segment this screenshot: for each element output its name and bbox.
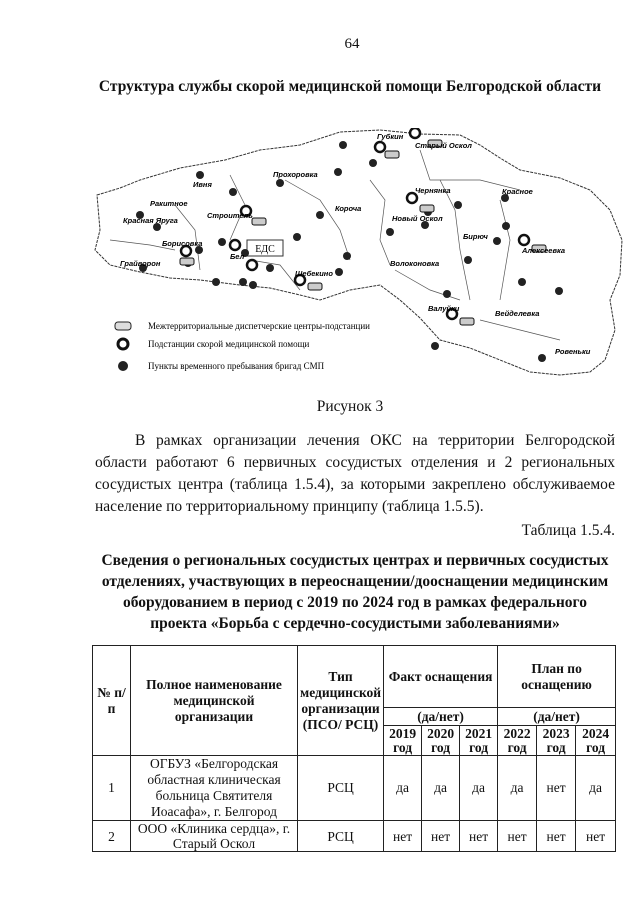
temporary-post-marker — [555, 287, 563, 295]
year-header: 2019 год — [384, 726, 422, 756]
eds-label: ЕДС — [255, 244, 275, 255]
map-label: Прохоровка — [273, 170, 318, 179]
cell-value: нет — [537, 756, 576, 821]
body-paragraph: В рамках организации лечения ОКС на территории Белгородской области работают 6 первичных сосудистых отделения и 2 региональных сосудистых центра (таблица 1.5.4), за которыми закреплено обслуживаемое население по территориальному принципу (таблица 1.5.5). — [95, 432, 615, 515]
map-label: Алексеевка — [522, 246, 566, 255]
map-label: Бел — [230, 252, 245, 261]
dispatch-center-marker — [420, 205, 434, 212]
map-label: Борисовка — [162, 239, 203, 248]
temporary-post-marker — [249, 281, 257, 289]
header-name: Полное наименование медицинской организации — [131, 646, 298, 756]
temporary-post-marker — [443, 290, 451, 298]
vascular-centers-table — [92, 645, 616, 852]
cell-value: нет — [537, 821, 576, 852]
temporary-post-marker — [334, 168, 342, 176]
dispatch-center-marker — [460, 318, 474, 325]
cell-name: ООО «Клиника сердца», г. Старый Оскол — [131, 821, 298, 852]
cell-value: нет — [576, 821, 616, 852]
header-num: № п/п — [93, 646, 131, 756]
page-number: 64 — [344, 36, 360, 52]
header-yn: (да/нет) — [384, 708, 498, 726]
temporary-post-marker — [493, 237, 501, 245]
header-fact: Факт оснащения — [384, 646, 498, 708]
table-row — [93, 756, 616, 821]
year-header: 2021 год — [460, 726, 498, 756]
dispatch-center-marker — [385, 151, 399, 158]
map-label: Короча — [335, 204, 362, 213]
header-type: Тип медицинской организации (ПСО/ РСЦ) — [298, 646, 384, 756]
map-label: Ровеньки — [555, 347, 591, 356]
region-map — [90, 128, 630, 388]
temporary-post-marker — [369, 159, 377, 167]
temporary-post-marker — [464, 256, 472, 264]
cell-value: да — [498, 756, 537, 821]
year-header: 2022 год — [498, 726, 537, 756]
cell-value: да — [422, 756, 460, 821]
map-label: Губкин — [377, 132, 404, 141]
cell-num: 1 — [93, 756, 131, 821]
header-yn: (да/нет) — [498, 708, 616, 726]
header-plan: План по оснащению — [498, 646, 616, 708]
temporary-post-marker — [293, 233, 301, 241]
temporary-post-marker — [196, 171, 204, 179]
map-label: Строитель — [207, 211, 253, 220]
cell-value: да — [576, 756, 616, 821]
map-label: Шебекино — [295, 269, 333, 278]
map-label: Ракитное — [150, 199, 188, 208]
map-label: Старый Оскол — [415, 141, 472, 150]
map-label: Ивня — [193, 180, 212, 189]
year-header: 2020 год — [422, 726, 460, 756]
map-label: Красная Яруга — [123, 216, 178, 225]
map-label: Новый Оскол — [392, 214, 443, 223]
temporary-post-marker — [454, 201, 462, 209]
cell-value: нет — [498, 821, 537, 852]
temporary-post-marker — [339, 141, 347, 149]
map-label: Вейделевка — [495, 309, 540, 318]
temporary-post-marker — [343, 252, 351, 260]
map-label: Грайворон — [120, 259, 161, 268]
year-header: 2024 год — [576, 726, 616, 756]
substation-marker — [410, 128, 420, 138]
cell-value: да — [460, 756, 498, 821]
temporary-post-marker — [212, 278, 220, 286]
cell-name: ОГБУЗ «Белгородская областная клиническая больница Святителя Иоасафа», г. Белгород — [131, 756, 298, 821]
year-header: 2023 год — [537, 726, 576, 756]
cell-value: нет — [384, 821, 422, 852]
eds-box — [247, 240, 283, 256]
legend-item: Межтерриториальные диспетчерские центры-подстанции — [148, 321, 370, 331]
temporary-post-marker — [239, 278, 247, 286]
temporary-post-marker — [431, 342, 439, 350]
temporary-post-marker — [229, 188, 237, 196]
page-title: Структура службы скорой медицинской помощи Белгородской области — [98, 78, 602, 95]
temporary-post-marker — [218, 238, 226, 246]
temporary-post-icon — [118, 361, 128, 371]
temporary-post-marker — [316, 211, 324, 219]
table-number: Таблица 1.5.4. — [521, 522, 615, 539]
map-legend — [115, 321, 370, 371]
map-label: Бирюч — [463, 232, 488, 241]
cell-type: РСЦ — [298, 821, 384, 852]
temporary-post-marker — [276, 179, 284, 187]
dispatch-center-icon — [115, 322, 131, 330]
temporary-post-marker — [518, 278, 526, 286]
cell-type: РСЦ — [298, 756, 384, 821]
temporary-post-marker — [502, 222, 510, 230]
legend-item: Пункты временного пребывания бригад СМП — [148, 361, 325, 371]
temporary-post-marker — [538, 354, 546, 362]
substation-marker — [230, 240, 240, 250]
map-label: Красное — [502, 187, 533, 196]
temporary-post-marker — [386, 228, 394, 236]
substation-marker — [519, 235, 529, 245]
dispatch-center-marker — [308, 283, 322, 290]
cell-value: нет — [460, 821, 498, 852]
map-label: Чернянка — [415, 186, 451, 195]
temporary-post-marker — [335, 268, 343, 276]
substation-icon — [118, 339, 128, 349]
substation-marker — [247, 260, 257, 270]
map-label: Валуйки — [428, 304, 460, 313]
cell-value: нет — [422, 821, 460, 852]
dispatch-center-marker — [252, 218, 266, 225]
legend-item: Подстанции скорой медицинской помощи — [148, 339, 310, 349]
table-row — [93, 821, 616, 852]
cell-value: да — [384, 756, 422, 821]
map-label: Волоконовка — [390, 259, 440, 268]
cell-num: 2 — [93, 821, 131, 852]
figure-caption: Рисунок 3 — [316, 398, 384, 415]
temporary-post-marker — [266, 264, 274, 272]
table-title: Сведения о региональных сосудистых центрах и первичных сосудистых отделениях, участвующих в переоснащении/дооснащении медицинским оборудованием в период с 2019 по 2024 год в рамках федерального проекта «Борьба с сердечно-сосудистыми заболеваниями» — [101, 552, 609, 632]
substation-marker — [375, 142, 385, 152]
dispatch-center-marker — [180, 258, 194, 265]
